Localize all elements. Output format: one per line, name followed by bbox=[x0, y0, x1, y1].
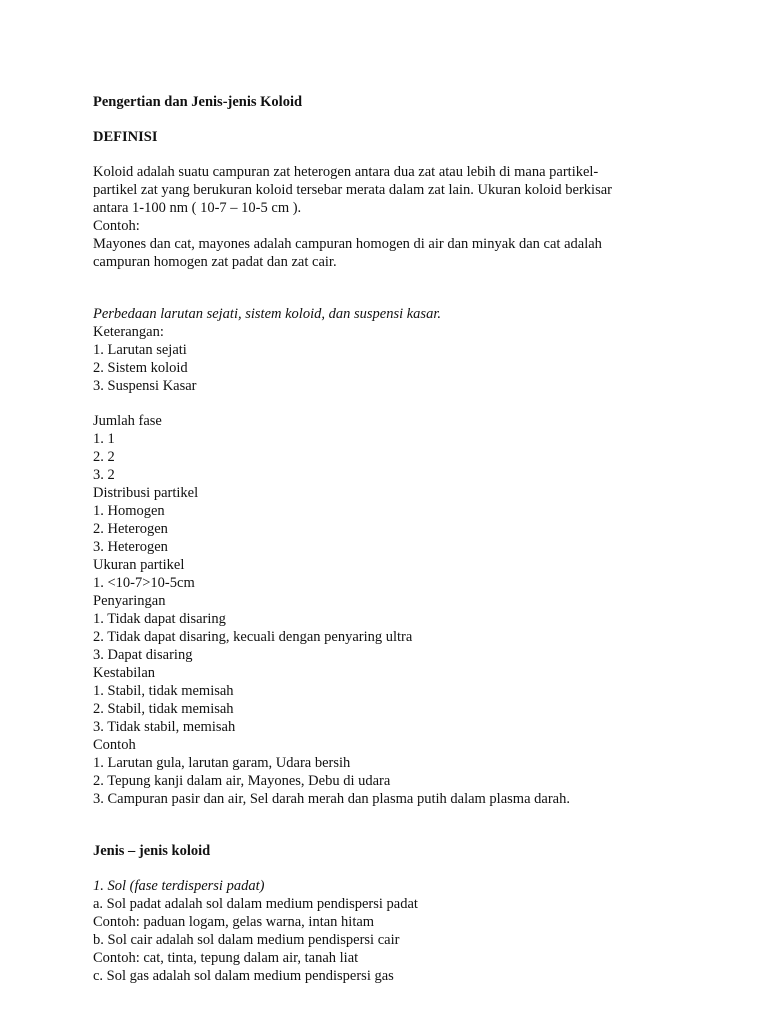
section-item: 2. Tepung kanji dalam air, Mayones, Debu di udara bbox=[93, 773, 391, 789]
spacer bbox=[93, 808, 733, 842]
types-line: Contoh: cat, tinta, tepung dalam air, tanah liat bbox=[93, 950, 359, 966]
section-item: 3. Heterogen bbox=[93, 539, 168, 555]
legend-item: 1. Larutan sejati bbox=[93, 342, 187, 358]
section-item: 2. Tidak dapat disaring, kecuali dengan penyaring ultra bbox=[93, 629, 413, 645]
legend-title: Keterangan: bbox=[93, 324, 164, 340]
types-line: Contoh: paduan logam, gelas warna, intan hitam bbox=[93, 914, 375, 930]
section-item: 2. Stabil, tidak memisah bbox=[93, 701, 234, 717]
definition-line: antara 1-100 nm ( 10-7 – 10-5 cm ). bbox=[93, 200, 302, 216]
section-title: Jumlah fase bbox=[93, 413, 162, 429]
definition-line: campuran homogen zat padat dan zat cair. bbox=[93, 254, 337, 270]
section-item: 1. <10-7>10-5cm bbox=[93, 575, 195, 591]
document-title: Pengertian dan Jenis-jenis Koloid bbox=[93, 94, 303, 110]
section-item: 1. Homogen bbox=[93, 503, 165, 519]
comparison-section bbox=[93, 305, 733, 808]
types-heading: Jenis – jenis koloid bbox=[93, 843, 211, 859]
section-item: 1. Larutan gula, larutan garam, Udara bersih bbox=[93, 755, 351, 771]
section-item: 3. Campuran pasir dan air, Sel darah merah dan plasma putih dalam plasma darah. bbox=[93, 791, 570, 807]
spacer bbox=[93, 111, 733, 128]
spacer bbox=[93, 395, 733, 412]
section-title: Ukuran partikel bbox=[93, 557, 185, 573]
section-item: 1. 1 bbox=[93, 431, 115, 447]
definition-line: Mayones dan cat, mayones adalah campuran homogen di air dan minyak dan cat adalah bbox=[93, 236, 602, 252]
legend-item: 3. Suspensi Kasar bbox=[93, 378, 197, 394]
section-title: Kestabilan bbox=[93, 665, 156, 681]
types-line: a. Sol padat adalah sol dalam medium pendispersi padat bbox=[93, 896, 418, 912]
section-item: 3. Tidak stabil, memisah bbox=[93, 719, 236, 735]
types-line: b. Sol cair adalah sol dalam medium pendispersi cair bbox=[93, 932, 400, 948]
section-title: Penyaringan bbox=[93, 593, 166, 609]
legend-item: 2. Sistem koloid bbox=[93, 360, 188, 376]
definition-heading: DEFINISI bbox=[93, 129, 158, 145]
comparison-heading: Perbedaan larutan sejati, sistem koloid, dan suspensi kasar. bbox=[93, 306, 441, 322]
definition-line: Koloid adalah suatu campuran zat heterogen antara dua zat atau lebih di mana partikel- bbox=[93, 164, 599, 180]
section-item: 3. Dapat disaring bbox=[93, 647, 193, 663]
spacer bbox=[93, 146, 733, 163]
definition-line: Contoh: bbox=[93, 218, 140, 234]
section-title: Contoh bbox=[93, 737, 136, 753]
types-section bbox=[93, 842, 733, 985]
section-item: 3. 2 bbox=[93, 467, 115, 483]
section-title: Distribusi partikel bbox=[93, 485, 199, 501]
section-item: 2. Heterogen bbox=[93, 521, 168, 537]
section-item: 2. 2 bbox=[93, 449, 115, 465]
section-item: 1. Stabil, tidak memisah bbox=[93, 683, 234, 699]
spacer bbox=[93, 271, 733, 305]
section-item: 1. Tidak dapat disaring bbox=[93, 611, 226, 627]
types-subheading: 1. Sol (fase terdispersi padat) bbox=[93, 878, 265, 894]
spacer bbox=[93, 860, 733, 877]
definition-line: partikel zat yang berukuran koloid tersebar merata dalam zat lain. Ukuran koloid berkisar bbox=[93, 182, 612, 198]
definition-paragraph bbox=[93, 163, 733, 271]
document-page bbox=[93, 93, 733, 985]
types-line: c. Sol gas adalah sol dalam medium pendispersi gas bbox=[93, 968, 394, 984]
